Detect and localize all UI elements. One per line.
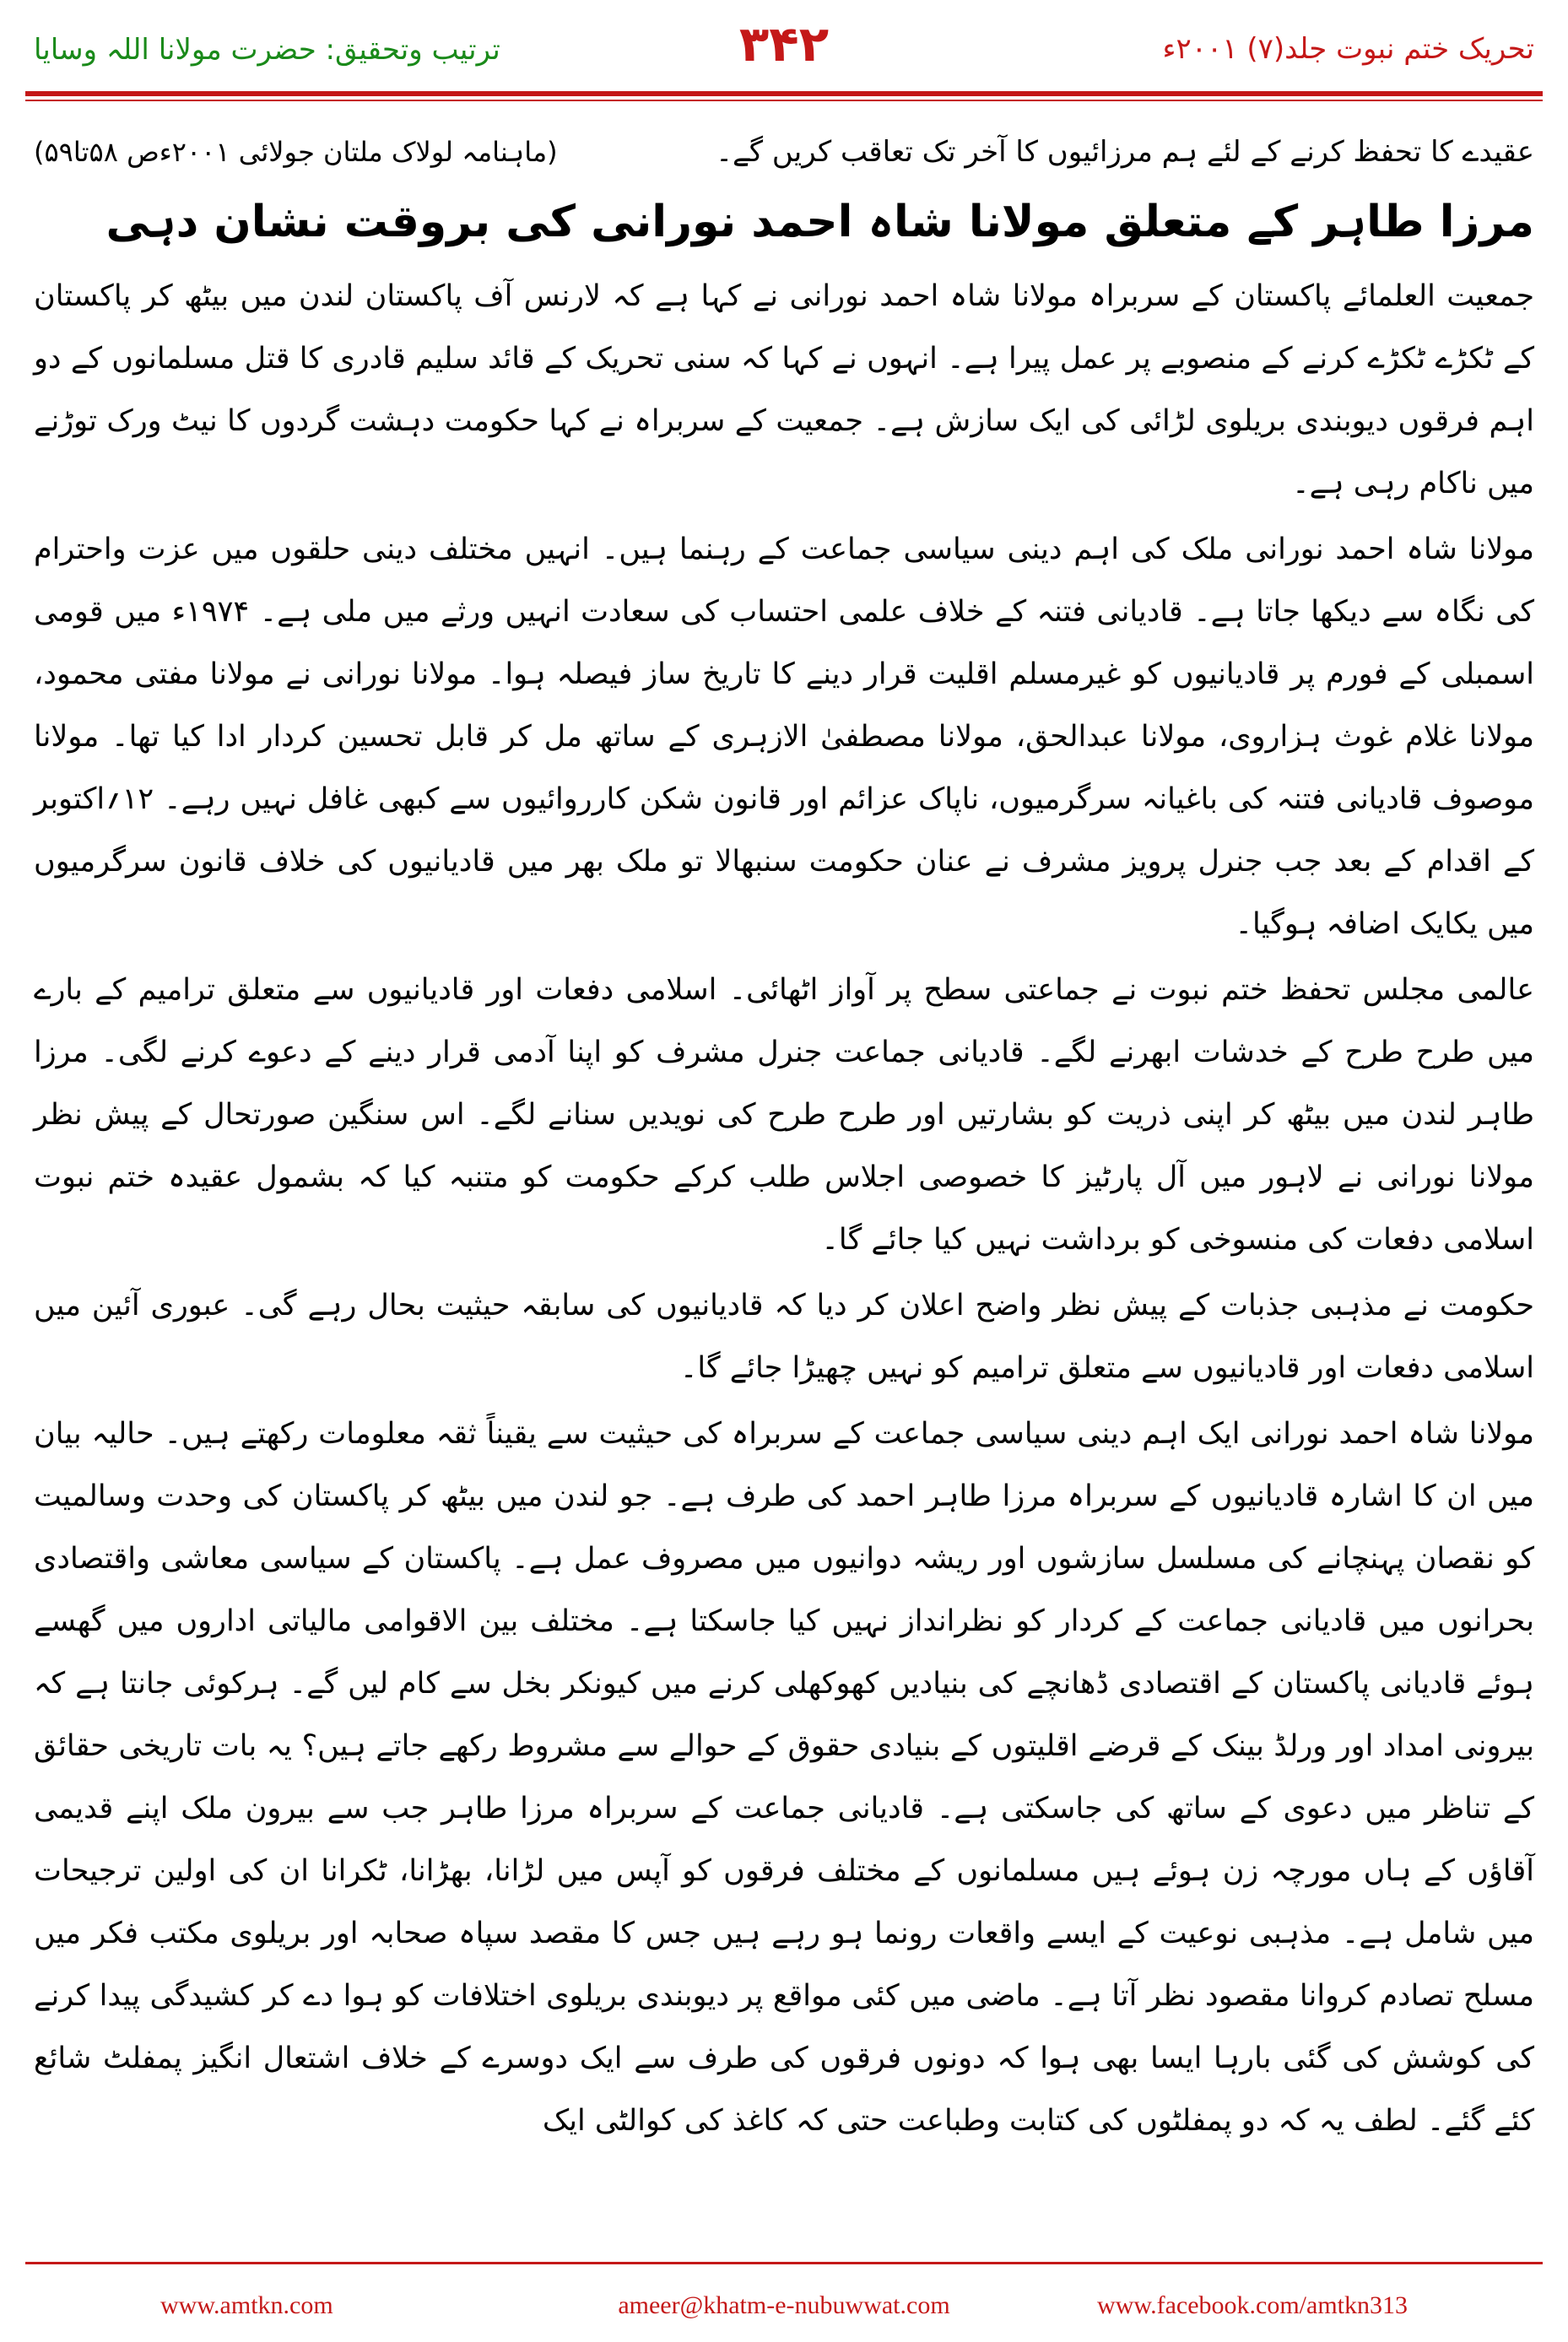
article-heading: مرزا طاہر کے متعلق مولانا شاہ احمد نورانی کی بروقت نشان دہی xyxy=(105,197,1534,247)
page-footer xyxy=(0,2262,1568,2342)
header-divider-thin xyxy=(25,100,1543,101)
footer-divider xyxy=(25,2262,1543,2264)
header-credit: ترتیب وتحقیق: حضرت مولانا اللہ وسایا xyxy=(34,33,500,67)
header-book-title: تحریک ختم نبوت جلد(۷) ۲۰۰۱ء xyxy=(1162,32,1534,66)
intro-text: عقیدے کا تحفظ کرنے کے لئے ہم مرزائیوں کا آخر تک تعاقب کریں گے۔ xyxy=(716,135,1534,169)
paragraph: مولانا شاہ احمد نورانی ایک اہم دینی سیاسی جماعت کے سربراہ کی حیثیت سے یقیناً ثقہ معلومات رکھتے ہیں۔ حالیہ بیان میں ان کا اشارہ قادیانیوں کے سربراہ مرزا طاہر احمد کی طرف ہے۔ جو لندن میں بیٹھ کر پاکستان کی وحدت وسالمیت کو نقصان پہنچانے کی مسلسل سازشوں اور ریشہ دوانیوں میں مصروف عمل ہے۔ پاکستان کے سیاسی معاشی واقتصادی بحرانوں میں قادیانی جماعت کے کردار کو نظرانداز نہیں کیا جاسکتا ہے۔ مختلف بین الاقوامی مالیاتی اداروں میں گھسے ہوئے قادیانی پاکستان کے اقتصادی ڈھانچے کی بنیادیں کھوکھلی کرنے میں کیونکر بخل سے کام لیں گے۔ ہرکوئی جانتا ہے کہ بیرونی امداد اور ورلڈ بینک کے قرضے اقلیتوں کے بنیادی حقوق کے حوالے سے مشروط رکھے جاتے ہیں؟ یہ بات تاریخی حقائق کے تناظر میں دعوی کے ساتھ کی جاسکتی ہے۔ قادیانی جماعت کے سربراہ مرزا طاہر جب سے بیرون ملک اپنے قدیمی آقاؤں کے ہاں مورچہ زن ہوئے ہیں مسلمانوں کے مختلف فرقوں کو آپس میں لڑانا، بھڑانا، ٹکرانا ان کی اولین ترجیحات میں شامل ہے۔ مذہبی نوعیت کے ایسے واقعات رونما ہو رہے ہیں جس کا مقصد سپاہ صحابہ اور بریلوی مکتب فکر میں مسلح تصادم کروانا مقصود نظر آتا ہے۔ ماضی میں کئی مواقع پر دیوبندی بریلوی اختلافات کو ہوا دے کر کشیدگی پیدا کرنے کی کوشش کی گئی بارہا ایسا بھی ہوا کہ دونوں فرقوں کی طرف سے ایک دوسرے کے خلاف اشتعال انگیز پمفلٹ شائع کئے گئے۔ لطف یہ کہ دو پمفلٹوں کی کتابت وطباعت حتی کہ کاغذ کی کوالٹی ایک xyxy=(34,1417,1534,2138)
intro-line xyxy=(34,127,1534,177)
footer-email-link[interactable]: ameer@khatm-e-nubuwwat.com xyxy=(618,2291,950,2319)
paragraph: مولانا شاہ احمد نورانی ملک کی اہم دینی سیاسی جماعت کے رہنما ہیں۔ انہیں مختلف دینی حلقوں میں عزت واحترام کی نگاہ سے دیکھا جاتا ہے۔ قادیانی فتنہ کے خلاف علمی احتساب کی سعادت انہیں ورثے میں ملی ہے۔ ۱۹۷۴ء میں قومی اسمبلی کے فورم پر قادیانیوں کو غیرمسلم اقلیت قرار دینے کا تاریخ ساز فیصلہ ہوا۔ مولانا نورانی نے مولانا مفتی محمود، مولانا غلام غوث ہزاروی، مولانا عبدالحق، مولانا مصطفیٰ الازہری کے ساتھ مل کر قابل تحسین کردار ادا کیا تھا۔ مولانا موصوف قادیانی فتنہ کی باغیانہ سرگرمیوں، ناپاک عزائم اور قانون شکن کارروائیوں سے کبھی غافل نہیں رہے۔ ۱۲؍اکتوبر کے اقدام کے بعد جب جنرل پرویز مشرف نے عنان حکومت سنبھالا تو ملک بھر میں قادیانیوں کی خلاف قانون سرگرمیوں میں یکایک اضافہ ہوگیا۔ xyxy=(34,533,1534,941)
footer-facebook-link[interactable]: www.facebook.com/amtkn313 xyxy=(1097,2291,1408,2319)
page-number: ۳۴۲ xyxy=(738,15,830,73)
page-content xyxy=(34,127,1534,2152)
footer-website-link[interactable]: www.amtkn.com xyxy=(160,2291,333,2319)
intro-source: (ماہنامہ لولاک ملتان جولائی ۲۰۰۱ءص ۵۸تا۵۹) xyxy=(34,136,558,168)
paragraph: حکومت نے مذہبی جذبات کے پیش نظر واضح اعلان کر دیا کہ قادیانیوں کی سابقہ حیثیت بحال رہے گی۔ عبوری آئین میں اسلامی دفعات اور قادیانیوں سے متعلق ترامیم کو نہیں چھیڑا جائے گا۔ xyxy=(34,1289,1534,1385)
header-divider xyxy=(25,91,1543,96)
paragraph: عالمی مجلس تحفظ ختم نبوت نے جماعتی سطح پر آواز اٹھائی۔ اسلامی دفعات اور قادیانیوں سے متعلق ترامیم کے بارے میں طرح طرح کے خدشات ابھرنے لگے۔ قادیانی جماعت جنرل مشرف کو اپنا آدمی قرار دینے کے دعوے کرنے لگی۔ مرزا طاہر لندن میں بیٹھ کر اپنی ذریت کو بشارتیں اور طرح طرح کی نویدیں سنانے لگے۔ اس سنگین صورتحال کے پیش نظر مولانا نورانی نے لاہور میں آل پارٹیز کا خصوصی اجلاس طلب کرکے حکومت کو متنبہ کیا کہ بشمول عقیدہ ختم نبوت اسلامی دفعات کی منسوخی کو برداشت نہیں کیا جائے گا۔ xyxy=(34,973,1534,1257)
page-header xyxy=(0,0,1568,93)
paragraph: جمعیت العلمائے پاکستان کے سربراہ مولانا شاہ احمد نورانی نے کہا ہے کہ لارنس آف پاکستان لندن میں بیٹھ کر پاکستان کے ٹکڑے ٹکڑے کرنے کے منصوبے پر عمل پیرا ہے۔ انہوں نے کہا کہ سنی تحریک کے قائد سلیم قادری کا قتل مسلمانوں کے دو اہم فرقوں دیوبندی بریلوی لڑائی کی ایک سازش ہے۔ جمعیت کے سربراہ نے کہا حکومت دہشت گردوں کا نیٹ ورک توڑنے میں ناکام رہی ہے۔ xyxy=(34,279,1534,500)
